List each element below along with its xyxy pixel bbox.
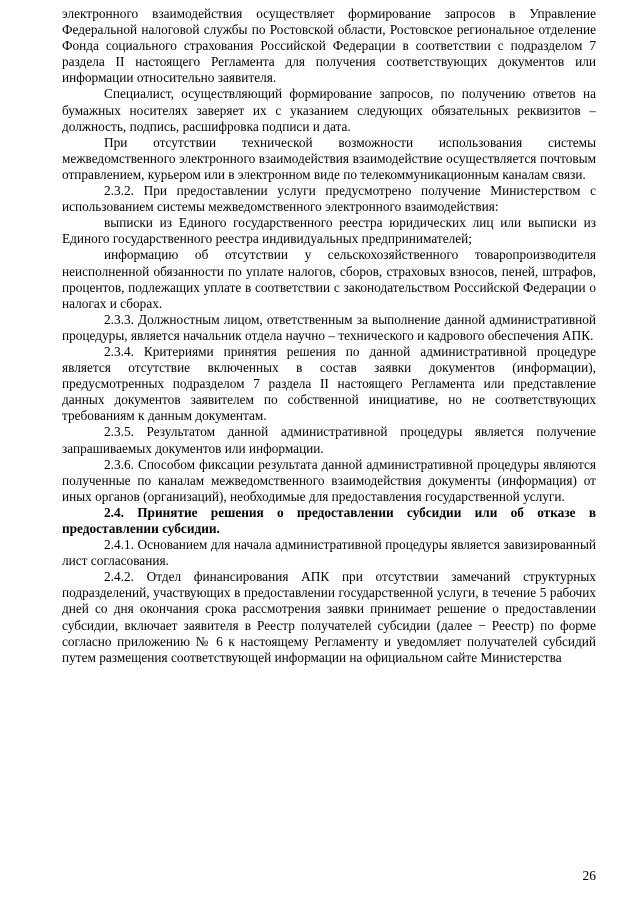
document-page [62,6,596,666]
paragraph-8: 2.3.5. Результатом данной административной процедуры является получение запрашиваемых документов или информации. [62,424,596,456]
paragraph-7: 2.3.4. Критериями принятия решения по данной административной процедуре является отсутствие включенных в состав заявки документов (информации), предусмотренных подразделом 7 раздела II настоящего Регламента или представление данных документов заявителем по собственной инициативе, но не соответствующих требованиям к данным документам. [62,343,596,424]
paragraph-9: 2.3.6. Способом фиксации результата данной административной процедуры являются полученные по каналам межведомственного взаимодействия документы (информация) от иных органов (организаций), необходимые для предоставления государственной услуги. [62,456,596,504]
page-number: 26 [582,868,596,883]
paragraph-2: При отсутствии технической возможности использования системы межведомственного электронного взаимодействия взаимодействие осуществляется почтовым отправлением, курьером или в электронном виде по телекоммуникационным каналам связи. [62,134,596,182]
paragraph-6: 2.3.3. Должностным лицом, ответственным за выполнение данной административной процедуры, является начальник отдела научно – технического и кадрового обеспечения АПК. [62,311,596,343]
paragraph-0: электронного взаимодействия осуществляет формирование запросов в Управление Федеральной налоговой службы по Ростовской области, Ростовское региональное отделение Фонда социального страхования Российской Федерации в соответствии с подразделом 7 раздела II настоящего Регламента для получения соответствующих документов или информации относительно заявителя. [62,6,596,86]
paragraph-4: выписки из Единого государственного реестра юридических лиц или выписки из Единого государственного реестра индивидуальных предпринимателей; [62,215,596,247]
paragraph-after-0: 2.4.1. Основанием для начала административной процедуры является завизированный лист согласования. [62,537,596,569]
paragraph-1: Специалист, осуществляющий формирование запросов, по получению ответов на бумажных носителях заверяет их с указанием следующих обязательных реквизитов – должность, подпись, расшифровка подписи и дата. [62,86,596,134]
paragraph-5: информацию об отсутствии у сельскохозяйственного товаропроизводителя неисполненной обязанности по уплате налогов, сборов, страховых взносов, пеней, штрафов, процентов, подлежащих уплате в соответствии с законодательством Российской Федерации о налогах и сборах. [62,247,596,311]
paragraph-3: 2.3.2. При предоставлении услуги предусмотрено получение Министерством с использованием системы межведомственного электронного взаимодействия: [62,183,596,215]
section-heading-text: . Принятие решения о предоставлении субсидии или об отказе в предоставлении субсидии. [62,504,596,536]
section-heading [62,505,596,537]
paragraph-after-1: 2.4.2. Отдел финансирования АПК при отсутствии замечаний структурных подразделений, участвующих в предоставлении государственной услуги, в течение 5 рабочих дней со дня окончания срока рассмотрения заявки принимает решение о предоставлении субсидии, включает заявителя в Реестр получателей субсидии (далее − Реестр) по форме согласно приложению № 6 к настоящему Регламенту и уведомляет получателей субсидий путем размещения соответствующей информации на официальном сайте Министерства [62,569,596,665]
section-heading-number: 2.4 [104,504,121,520]
